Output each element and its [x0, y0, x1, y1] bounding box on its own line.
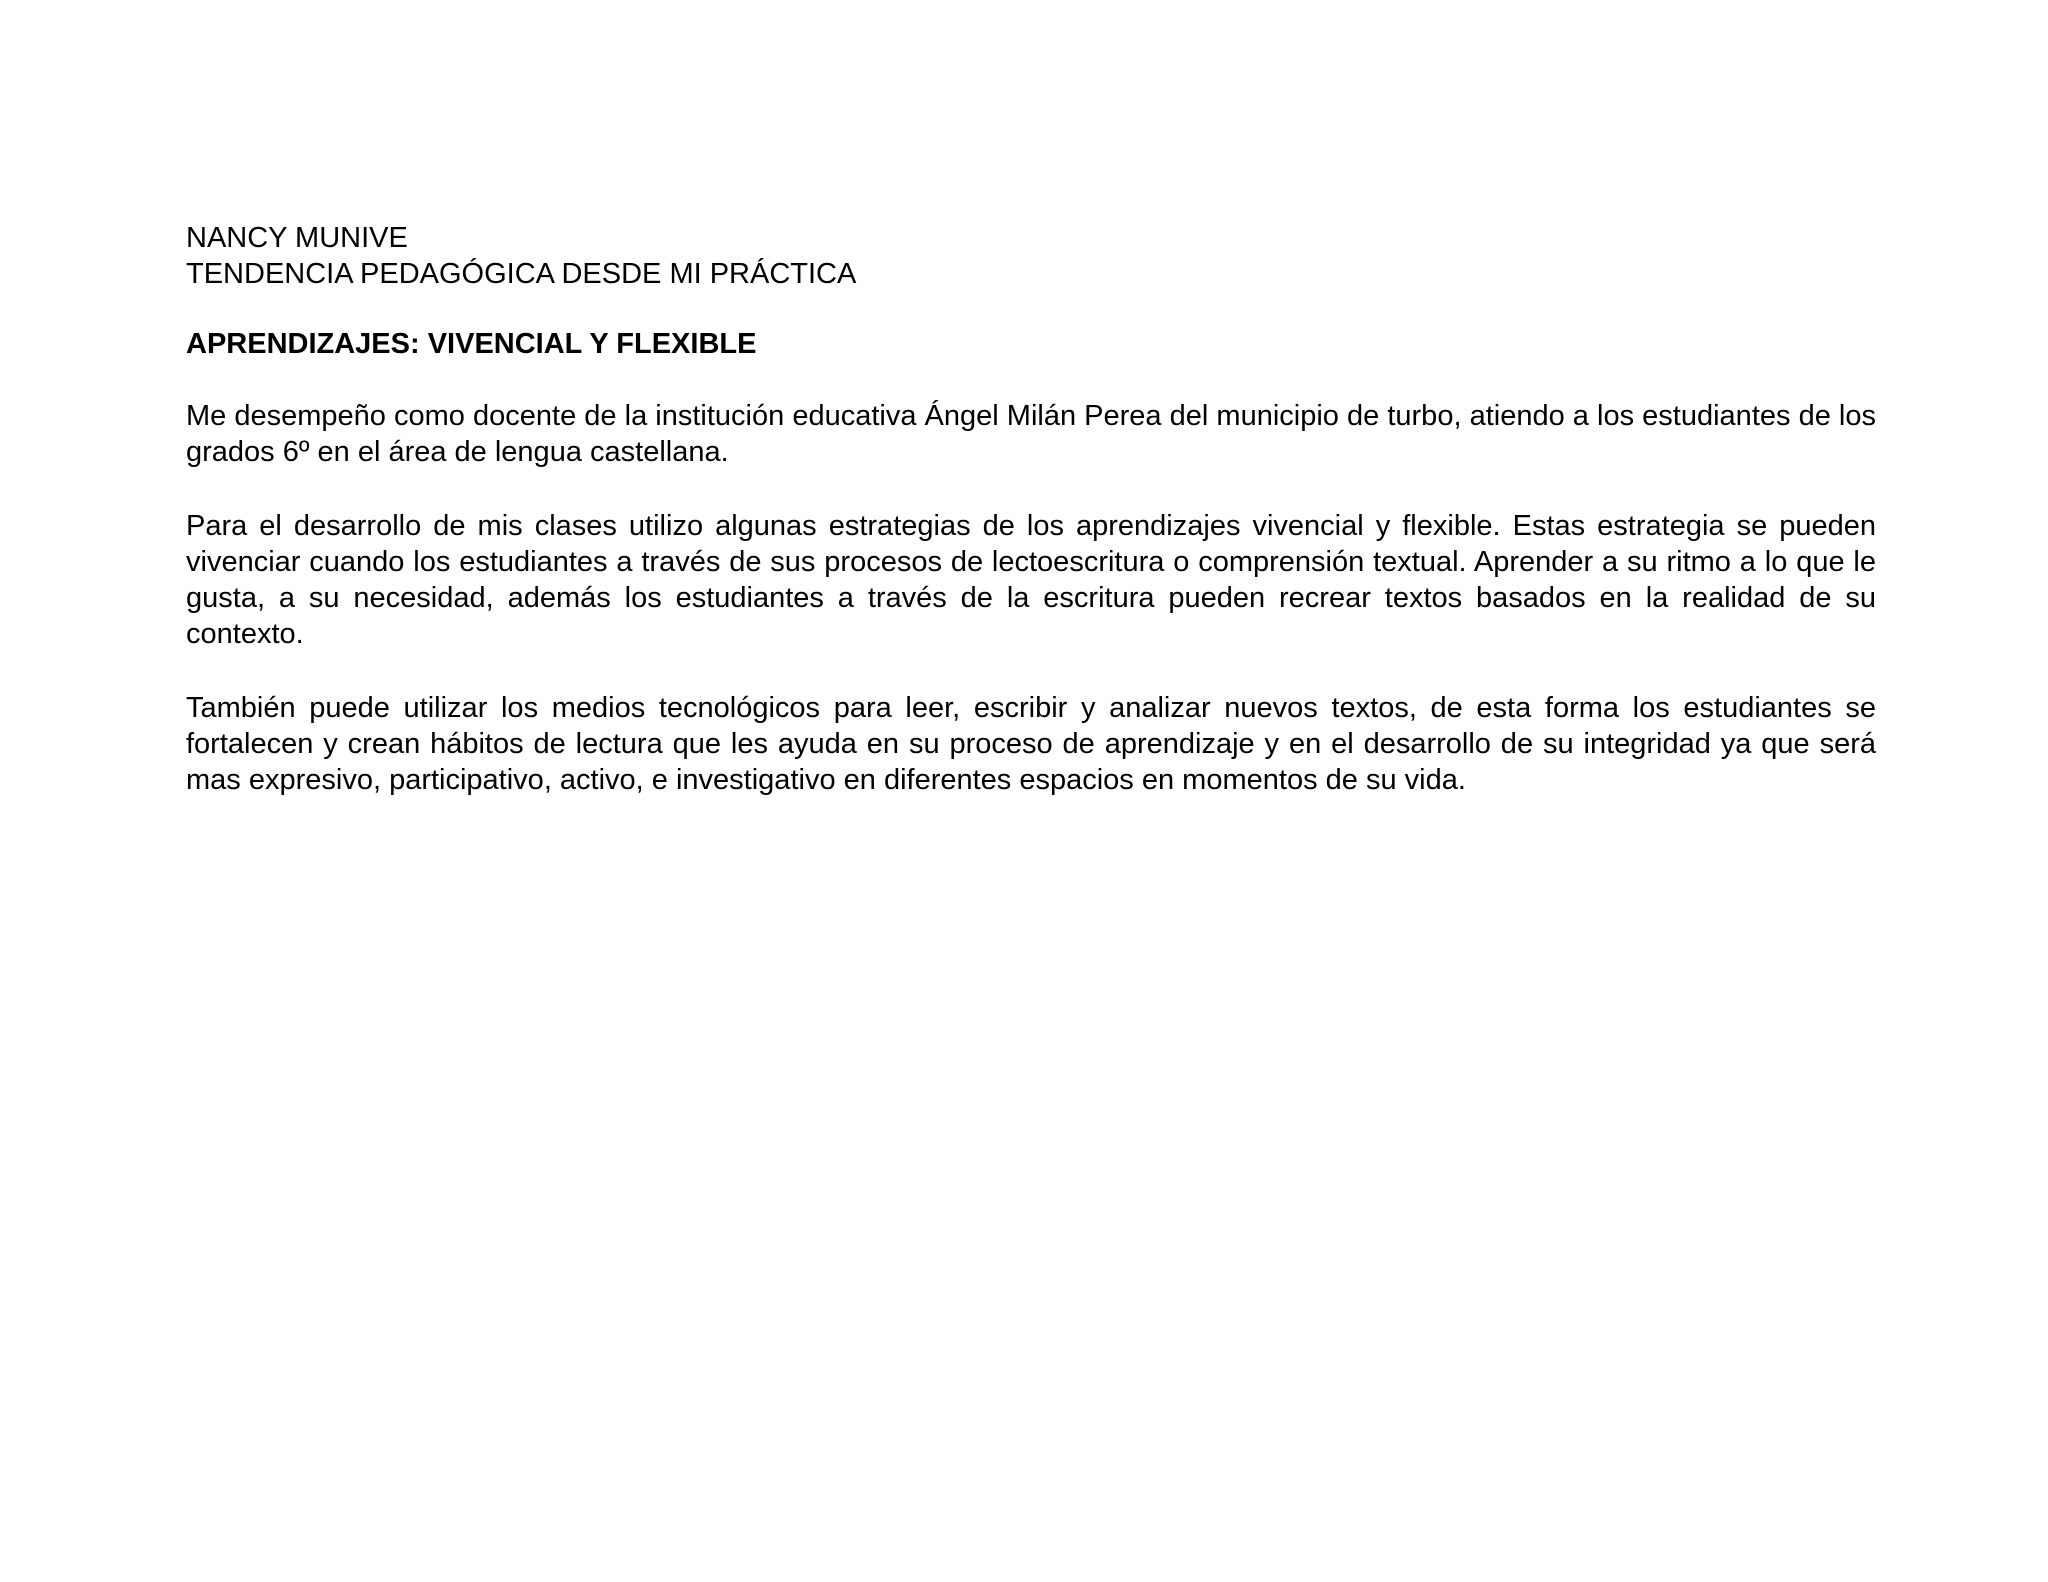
paragraph-3: También puede utilizar los medios tecnológicos para leer, escribir y analizar nuevos textos, de esta forma los estudiantes se fortalecen y crean hábitos de lectura que les ayuda en su proceso de aprendizaje y en el desarrollo de su integridad ya que será mas expresivo, participativo, activo, e investigativo en diferentes espacios en momentos de su vida. — [186, 692, 1876, 796]
document-body — [186, 220, 1876, 798]
author-name: NANCY MUNIVE — [186, 222, 408, 254]
document-subtitle: TENDENCIA PEDAGÓGICA DESDE MI PRÁCTICA — [186, 258, 857, 290]
paragraph-1: Me desempeño como docente de la institución educativa Ángel Milán Perea del municipio de turbo, atiendo a los estudiantes de los grados 6º en el área de lengua castellana. — [186, 400, 1876, 468]
paragraph-2: Para el desarrollo de mis clases utilizo algunas estrategias de los aprendizajes vivencial y flexible. Estas estrategia se pueden vivenciar cuando los estudiantes a través de sus procesos de lectoescritura o comprensión textual. Aprender a su ritmo a lo que le gusta, a su necesidad, además los estudiantes a través de la escritura pueden recrear textos basados en la realidad de su contexto. — [186, 510, 1876, 650]
section-heading: APRENDIZAJES: VIVENCIAL Y FLEXIBLE — [186, 328, 757, 360]
